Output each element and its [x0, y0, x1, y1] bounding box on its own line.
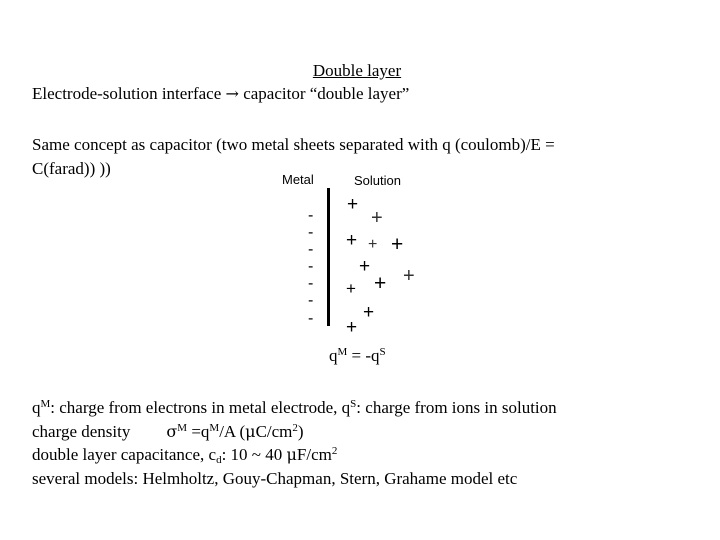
positive-charge: +	[359, 256, 371, 277]
note-line-3	[32, 443, 557, 467]
subtitle-prefix: Electrode-solution interface	[32, 84, 226, 103]
slide-title: Double layer	[312, 61, 402, 80]
mu-symbol: μ	[245, 421, 256, 441]
positive-charge: +	[374, 272, 387, 295]
note1-q: q	[32, 398, 41, 417]
equation-sup-m: M	[337, 346, 348, 358]
note-line-4: several models: Helmholtz, Gouy-Chapman, Stern, Grahame model etc	[32, 468, 518, 488]
positive-charge: +	[368, 236, 378, 253]
note2-sup3: 2	[292, 421, 298, 434]
note1-text2: : charge from ions in solution	[356, 398, 557, 417]
equation-q: q	[329, 346, 338, 365]
electrode-bar	[327, 188, 330, 326]
note3-text2: : 10 ~ 40	[221, 445, 287, 464]
positive-charge: +	[403, 265, 415, 287]
equation-sup-s: S	[379, 346, 386, 358]
solution-label: Solution	[354, 173, 401, 188]
positive-charge: +	[346, 279, 356, 298]
metal-label: Metal	[282, 172, 314, 187]
positive-charge: +	[346, 230, 358, 251]
positive-charge: +	[347, 194, 359, 215]
note2-text3: C/cm	[255, 421, 293, 441]
negative-charge: -	[308, 207, 314, 224]
note3-text1: double layer capacitance, c	[32, 445, 217, 464]
note3-text3: F/cm	[296, 445, 332, 464]
sigma-symbol: σ	[166, 421, 178, 441]
negative-charge: -	[308, 310, 314, 327]
note1-sup-m: M	[40, 398, 51, 410]
note2-text1: =q	[187, 421, 210, 441]
double-layer-diagram	[270, 168, 430, 368]
right-arrow-symbol: →	[225, 84, 239, 103]
charge-equation	[329, 346, 386, 366]
note-line-1	[32, 396, 557, 420]
paragraph-line-1: Same concept as capacitor (two metal sheets separated with q (coulomb)/E =	[32, 135, 555, 154]
note2-sup2: M	[209, 421, 220, 434]
note3-sub-d: d	[216, 454, 222, 466]
positive-charge: +	[371, 207, 383, 229]
positive-charge: +	[391, 233, 404, 256]
negative-charge: -	[308, 224, 314, 241]
negative-charge: -	[308, 241, 314, 258]
paragraph-line-2: C(farad)) ))	[32, 159, 111, 178]
notes	[32, 396, 557, 490]
equation-mid: = -q	[347, 346, 380, 365]
subtitle-suffix: capacitor “double layer”	[238, 84, 410, 103]
negative-charge: -	[308, 292, 314, 309]
note-line-2	[32, 420, 557, 444]
positive-charge: +	[346, 317, 358, 338]
note2-text2: /A (	[219, 421, 246, 441]
subtitle	[32, 84, 409, 104]
note1-sup-s: S	[350, 398, 357, 410]
note3-sup-2: 2	[331, 445, 338, 457]
note1-text1: : charge from electrons in metal electrode, q	[50, 398, 351, 417]
negative-charge: -	[308, 275, 314, 292]
negative-charge: -	[308, 258, 314, 275]
positive-charge: +	[363, 302, 375, 323]
note2-label: charge density	[32, 421, 131, 441]
note2-sup1: M	[177, 421, 188, 434]
note2-text4: )	[297, 421, 304, 441]
mu-symbol: μ	[286, 445, 297, 464]
